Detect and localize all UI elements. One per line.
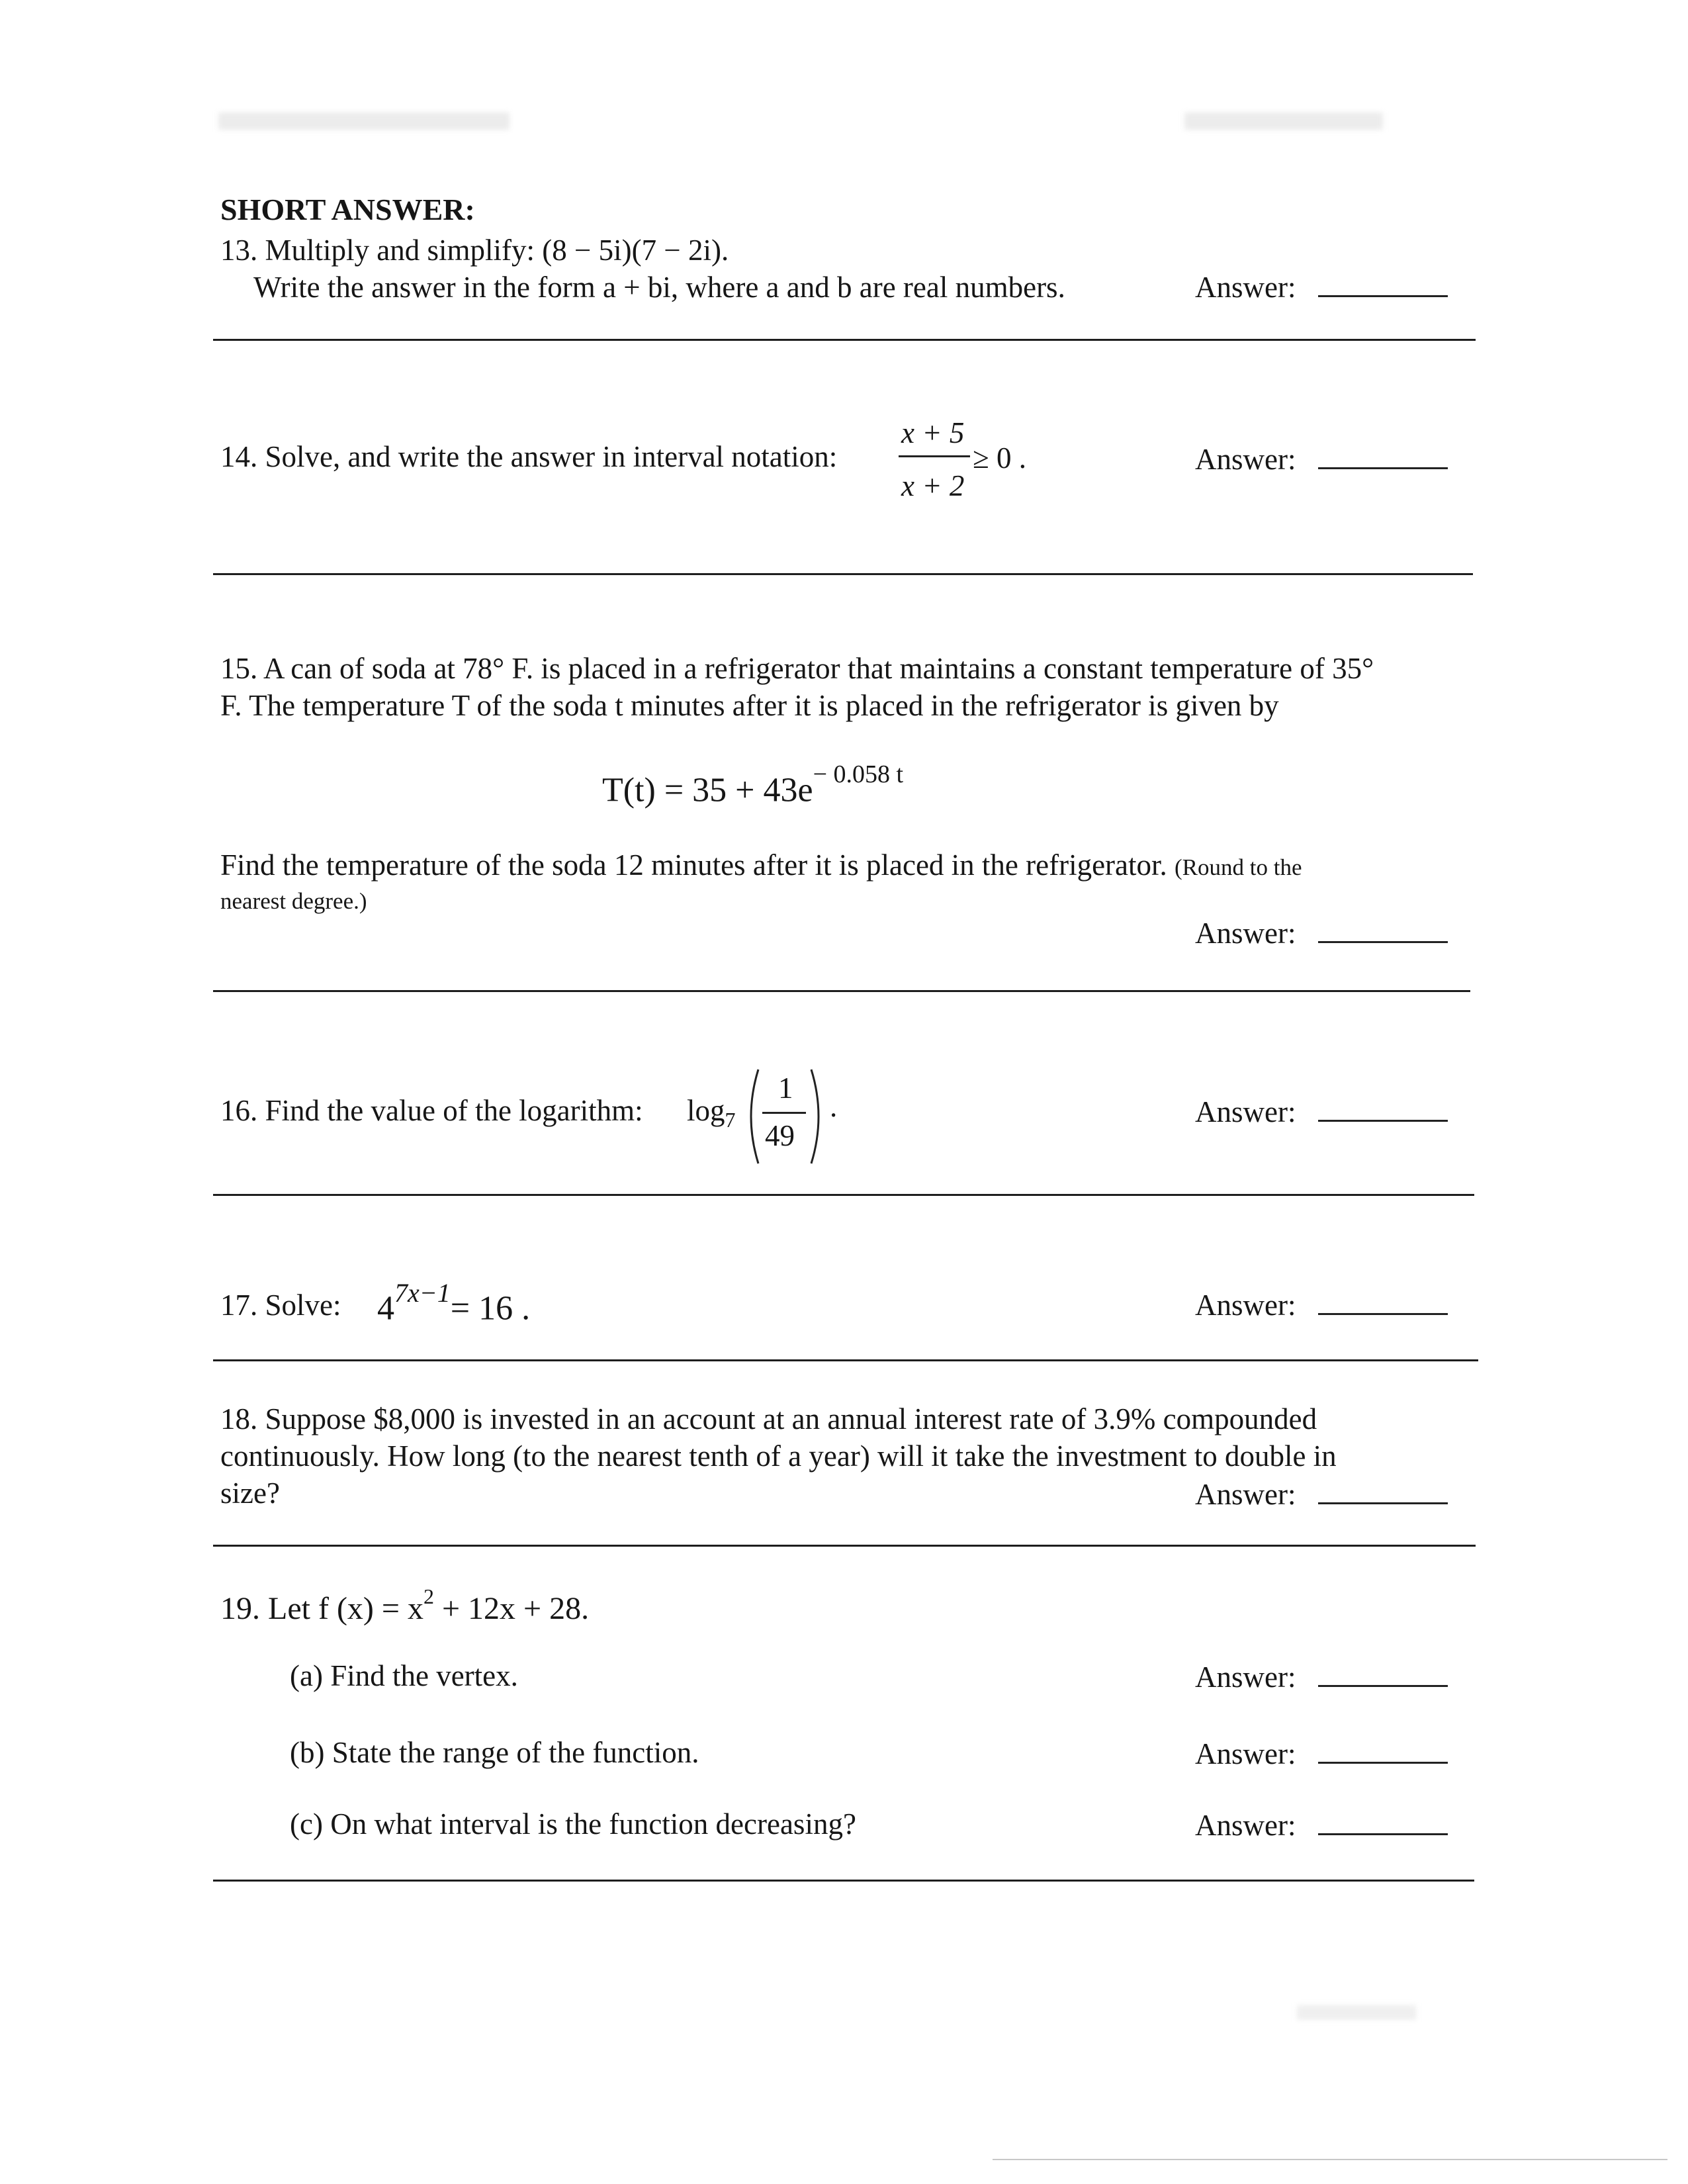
answer-blank-19c[interactable]: [1318, 1833, 1448, 1835]
section-divider: [213, 339, 1476, 341]
exponential-equation: [377, 1278, 531, 1328]
answer-blank-17[interactable]: [1318, 1313, 1448, 1315]
round-note-line-2: nearest degree.): [220, 888, 367, 914]
question-19b: (b) State the range of the function.: [290, 1736, 699, 1769]
question-18-line-2: continuously. How long (to the nearest tenth of a year) will it take the investment to double in: [220, 1439, 1337, 1473]
log-fraction-denominator: 49: [765, 1119, 795, 1152]
section-divider: [213, 1194, 1474, 1196]
formula-base: T(t) = 35 + 43e: [602, 771, 813, 809]
answer-blank-16[interactable]: [1318, 1120, 1448, 1122]
question-18-line-3: size?: [220, 1477, 280, 1510]
answer-label-17: Answer:: [1195, 1289, 1296, 1322]
question-19a: (a) Find the vertex.: [290, 1659, 518, 1692]
section-divider: [213, 1880, 1474, 1882]
question-15-find-text: Find the temperature of the soda 12 minutes after it is placed in the refrigerator.: [220, 848, 1167, 882]
inequality-tail: ≥ 0 .: [973, 441, 1026, 475]
log-fraction-numerator: 1: [778, 1071, 793, 1105]
section-divider: [213, 990, 1470, 992]
bleed-through-mark: [1184, 113, 1383, 130]
question-18-line-1: 18. Suppose $8,000 is invested in an account at an annual interest rate of 3.9% compounded: [220, 1402, 1317, 1435]
fraction-bar: [899, 455, 970, 457]
function-exponent: 2: [423, 1584, 434, 1608]
section-divider: [213, 1545, 1476, 1547]
section-divider: [213, 1359, 1478, 1361]
fraction-numerator: x + 5: [901, 416, 965, 449]
question-15-line-2: F. The temperature T of the soda t minutes after it is placed in the refrigerator is given by: [220, 689, 1279, 722]
round-note: (Round to the: [1175, 854, 1302, 880]
equation-tail: = 16 .: [450, 1289, 531, 1328]
section-divider: [213, 573, 1473, 575]
question-13-line-2: Write the answer in the form a + bi, where a and b are real numbers.: [253, 271, 1065, 304]
temperature-formula: [602, 760, 904, 809]
question-17-lead: 17. Solve:: [220, 1289, 341, 1322]
equation-base: 4: [377, 1289, 394, 1328]
log-label: log: [687, 1094, 725, 1127]
bleed-through-mark: [218, 113, 510, 130]
log-text: [687, 1096, 736, 1130]
function-definition: 19. Let f (x) = x: [220, 1591, 423, 1626]
answer-blank-19a[interactable]: [1318, 1685, 1448, 1687]
page-edge-line: [993, 2159, 1667, 2160]
answer-label-13: Answer:: [1195, 271, 1296, 304]
left-parenthesis: [741, 1067, 761, 1166]
answer-label-18: Answer:: [1195, 1478, 1296, 1511]
answer-label-16: Answer:: [1195, 1095, 1296, 1128]
answer-label-15: Answer:: [1195, 917, 1296, 950]
answer-blank-19b[interactable]: [1318, 1762, 1448, 1764]
formula-exponent: − 0.058 t: [813, 760, 904, 788]
question-16-lead: 16. Find the value of the logarithm:: [220, 1094, 643, 1127]
answer-label-19b: Answer:: [1195, 1737, 1296, 1770]
question-19c: (c) On what interval is the function decreasing?: [290, 1807, 856, 1841]
question-13-line-1: 13. Multiply and simplify: (8 − 5i)(7 − 2i).: [220, 234, 729, 267]
log-base: 7: [725, 1108, 736, 1132]
bleed-through-mark: [1297, 2005, 1416, 2020]
section-heading: SHORT ANSWER:: [220, 193, 475, 226]
question-15-find: [220, 850, 1302, 880]
answer-label-19a: Answer:: [1195, 1661, 1296, 1694]
answer-label-14: Answer:: [1195, 443, 1296, 476]
answer-blank-15[interactable]: [1318, 941, 1448, 943]
log-tail: .: [830, 1090, 838, 1123]
equation-exponent: 7x−1: [394, 1278, 451, 1308]
question-14-lead: 14. Solve, and write the answer in interval notation:: [220, 440, 838, 473]
answer-label-19c: Answer:: [1195, 1809, 1296, 1842]
answer-blank-13[interactable]: [1318, 295, 1448, 297]
right-parenthesis: [809, 1067, 828, 1166]
question-19-lead: [220, 1584, 590, 1627]
fraction-denominator: x + 2: [901, 469, 965, 502]
answer-blank-18[interactable]: [1318, 1502, 1448, 1504]
question-15-line-1: 15. A can of soda at 78° F. is placed in a refrigerator that maintains a constant temperature of 35°: [220, 652, 1374, 685]
log-fraction-bar: [762, 1112, 806, 1114]
function-tail: + 12x + 28.: [433, 1591, 590, 1626]
answer-blank-14[interactable]: [1318, 467, 1448, 469]
